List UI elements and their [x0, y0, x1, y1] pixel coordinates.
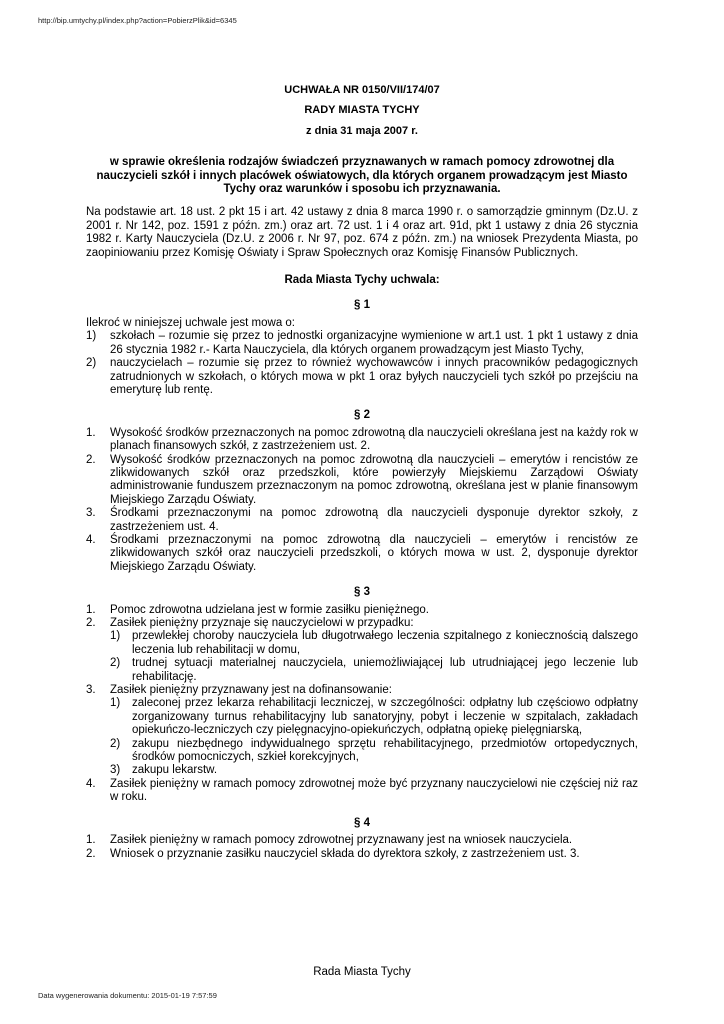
item-text: Pomoc zdrowotna udzielana jest w formie zasiłku pieniężnego. [110, 603, 429, 616]
item-text: Zasiłek pieniężny przyznaje się nauczycielowi w przypadku: [110, 617, 414, 629]
section-4-title: § 4 [354, 816, 370, 829]
preamble: Na podstawie art. 18 ust. 2 pkt 15 i art. 42 ustawy z dnia 8 marca 1990 r. o samorządzie gminnym (Dz.U. z 2001 r. Nr 142, poz. 1591 z późn. zm.) oraz art. 72 ust. 1 i 4 oraz art. 91d, pkt 1 ustawy z dnia 26 stycznia 1982 r. Karty Nauczyciela (Dz.U. z 2006 r. Nr 97, poz. 674 z późn. zm.) na wniosek Prezydenta Miasta, po zaopiniowaniu przez Komisję Oświaty i Spraw Społecznych oraz Komisję Finansów Publicznych. [86, 206, 638, 259]
sub-item-text: trudnej sytuacji materialnej nauczyciela, uniemożliwiającej lub utrudniającej jego leczenie lub rehabilitację. [132, 657, 638, 683]
item-text: Zasiłek pieniężny w ramach pomocy zdrowotnej może być przyznany nauczycielowi nie częściej niż raz w roku. [110, 777, 638, 804]
sub-item [86, 764, 638, 777]
item-number: 1. [86, 426, 96, 439]
sub-item-number: 2) [110, 737, 121, 750]
list-item [86, 684, 638, 697]
page-footer: Rada Miasta Tychy [313, 966, 411, 978]
item-number: 3. [86, 507, 96, 520]
sub-item-number: 3) [110, 764, 121, 777]
sub-item [86, 630, 638, 657]
item-number: 2. [86, 453, 96, 466]
item-text: Zasiłek pieniężny przyznawany jest na dofinansowanie: [110, 684, 392, 697]
item-text: szkołach – rozumie się przez to jednostki organizacyjne wymienione w art.1 ust. 1 pkt 1 ustawy z dnia 26 stycznia 1982 r.- Karta Nauczyciela, dla których organem prowadzącym jest Miasto Tychy, [110, 330, 638, 356]
list-item [86, 330, 638, 357]
item-number: 4. [86, 777, 96, 790]
section-1-title: § 1 [354, 299, 370, 312]
item-text: Środkami przeznaczonymi na pomoc zdrowotną dla nauczycieli dysponuje dyrektor szkoły, z zastrzeżeniem ust. 4. [110, 507, 638, 533]
list-item [86, 848, 638, 861]
sub-item [86, 657, 638, 684]
sub-item-number: 1) [110, 630, 121, 643]
item-number: 4. [86, 533, 96, 546]
sub-item-number: 2) [110, 657, 121, 670]
sub-item-text: zaleconej przez lekarza rehabilitacji leczniczej, w szczególności: odpłatny lub częściowo odpłatny zorganizowany turnus rehabilitacyjny lub sanatoryjny, pobyt i leczenie w szpitalach, zakładach opiekuńczo-leczniczych czy pielęgnacyjno-opiekuńczych, odpłatną opiekę pielęgniarską, [132, 697, 638, 737]
list-item [86, 617, 638, 630]
sub-item-text: przewlekłej choroby nauczyciela lub długotrwałego leczenia szpitalnego z koniecznością dalszego leczenia lub rehabilitacji w domu, [132, 630, 638, 656]
list-item [86, 454, 638, 508]
sub-item [86, 697, 638, 737]
generation-date: Data wygenerowania dokumentu: 2015-01-19 7:57:59 [38, 991, 217, 1000]
list-item [86, 507, 638, 534]
sub-item-text: zakupu lekarstw. [132, 764, 218, 777]
resolves-heading: Rada Miasta Tychy uchwala: [284, 274, 440, 287]
item-number: 1. [86, 603, 96, 616]
resolution-document [86, 84, 638, 861]
list-item [86, 427, 638, 454]
resolution-number: UCHWAŁA NR 0150/VII/174/07 [284, 84, 440, 96]
source-url: http://bip.umtychy.pl/index.php?action=PobierzPlik&id=6345 [38, 16, 237, 25]
council-name: RADY MIASTA TYCHY [304, 104, 420, 117]
item-text: Wniosek o przyznanie zasiłku nauczyciel składa do dyrektora szkoły, z zastrzeżeniem ust. 3. [110, 847, 580, 860]
list-item [86, 604, 638, 617]
item-number: 3. [86, 684, 96, 697]
item-number: 2. [86, 847, 96, 860]
item-number: 1. [86, 834, 96, 847]
item-number: 1) [86, 330, 97, 343]
section-3-title: § 3 [354, 586, 370, 599]
resolution-date: z dnia 31 maja 2007 r. [306, 124, 418, 137]
list-item [86, 357, 638, 397]
list-item [86, 534, 638, 574]
item-text: Środkami przeznaczonymi na pomoc zdrowotną dla nauczycieli – emerytów i rencistów ze zlikwidowanych szkół oraz nauczycieli przedszkoli, o których mowa w ust. 2, dysponuje dyrektor Miejskiego Zarządu Oświaty. [110, 533, 638, 573]
item-text: Wysokość środków przeznaczonych na pomoc zdrowotną dla nauczycieli określana jest na każdy rok w planach finansowych szkół, z zastrzeżeniem ust. 2. [110, 426, 638, 453]
sub-item [86, 738, 638, 765]
item-text: nauczycielach – rozumie się przez to również wychowawców i innych pracowników pedagogicznych zatrudnionych w szkołach, o których mowa w pkt 1 oraz byłych nauczycieli tych szkół po przejściu na emeryturę lub rentę. [110, 357, 638, 396]
item-number: 2. [86, 617, 96, 629]
section-2-title: § 2 [354, 409, 370, 422]
item-number: 2) [86, 357, 97, 370]
list-item [86, 834, 638, 847]
sub-item-text: zakupu niezbędnego indywidualnego sprzętu rehabilitacyjnego, przedmiotów ortopedycznych, środków pomocniczych, szkieł korekcyjnych, [132, 737, 638, 764]
list-item [86, 778, 638, 805]
section-1-intro: Ilekroć w niniejszej uchwale jest mowa o: [86, 316, 296, 329]
item-text: Zasiłek pieniężny w ramach pomocy zdrowotnej przyznawany jest na wniosek nauczyciela. [110, 834, 573, 847]
resolution-subject: w sprawie określenia rodzajów świadczeń przyznawanych w ramach pomocy zdrowotnej dla nauczycieli szkół i innych placówek oświatowych, dla których organem prowadzącym jest Miasto Tychy oraz warunków i sposobu ich przyznawania. [96, 156, 628, 196]
sub-item-number: 1) [110, 697, 121, 710]
item-text: Wysokość środków przeznaczonych na pomoc zdrowotną dla nauczycieli – emerytów i rencistów ze zlikwidowanych szkół oraz przedszkoli, które powierzyły Miejskiemu Zarządowi Oświaty administrowanie funduszem przeznaczonym na pomoc zdrowotną, określana jest w planie finansowym Miejskiego Zarządu Oświaty. [110, 453, 638, 506]
